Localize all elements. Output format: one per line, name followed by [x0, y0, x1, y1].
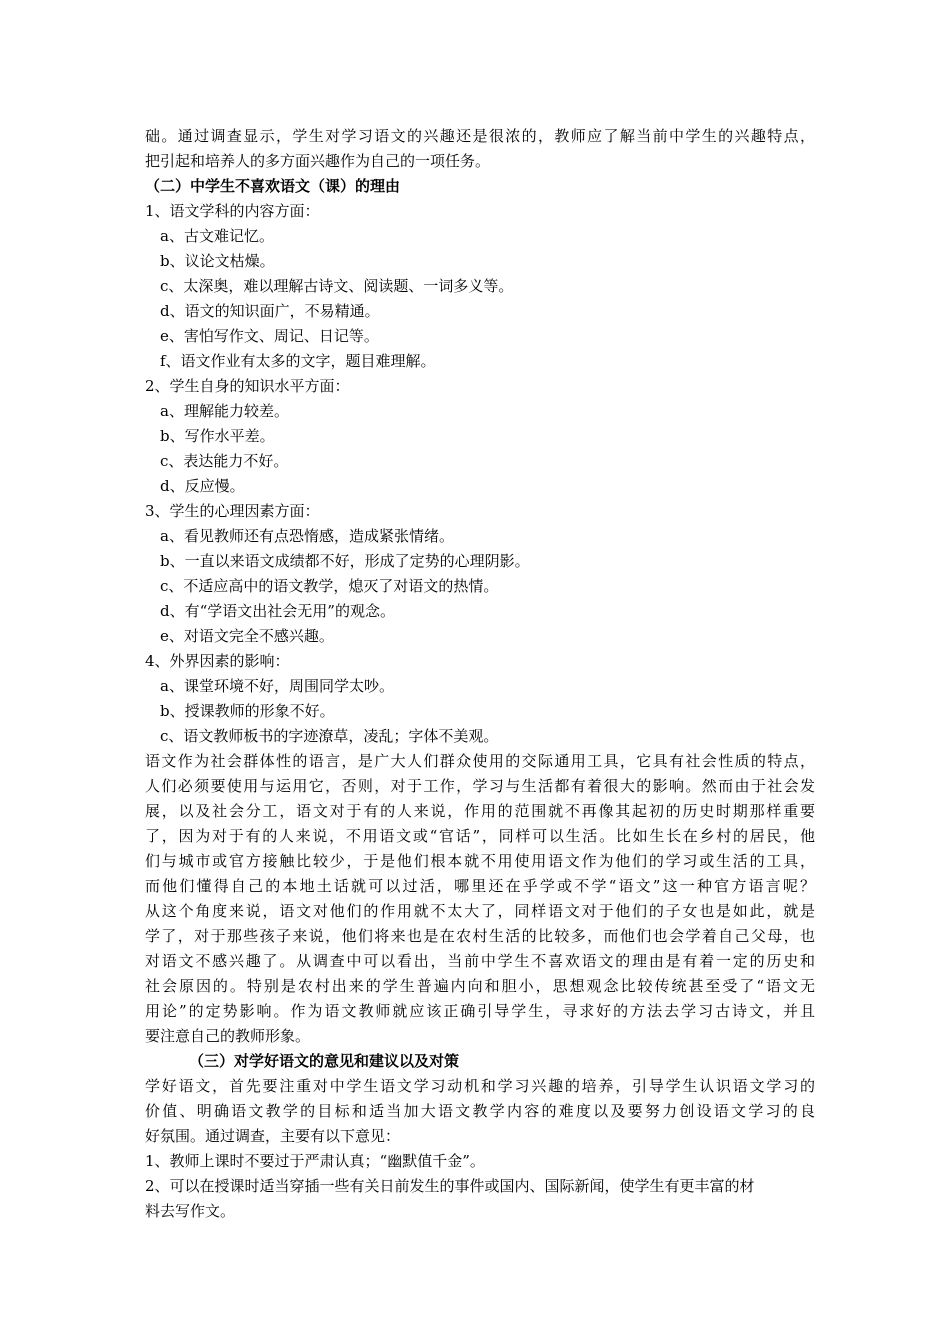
list-item: 2、可以在授课时适当穿插一些有关日前发生的事件或国内、国际新闻，使学生有更丰富的材: [145, 1177, 755, 1195]
list-item: d、有“学语文出社会无用”的观念。: [160, 602, 395, 620]
list-item: b、议论文枯燥。: [160, 252, 275, 270]
suggestion-list: [145, 1149, 815, 1224]
list-item: c、表达能力不好。: [160, 452, 289, 470]
reason-group-3: [145, 499, 815, 649]
list-item: a、看见教师还有点恐惰感，造成紧张情绪。: [160, 527, 454, 545]
list-item: e、对语文完全不感兴趣。: [160, 627, 334, 645]
text-line: 学了，对于那些孩子来说，他们将来也是在农村生活的比较多，而他们也会学着自己父母，也: [145, 927, 815, 945]
list-item: d、反应慢。: [160, 477, 245, 495]
text-line: 而他们懂得自己的本地土话就可以过活，哪里还在乎学或不学“语文”这一种官方语言呢？: [145, 877, 815, 895]
text-line: 础。通过调查显示，学生对学习语文的兴趣还是很浓的，教师应了解当前中学生的兴趣特点，: [145, 127, 815, 145]
text-line: 语文作为社会群体性的语言，是广大人们群众使用的交际通用工具，它具有社会性质的特点，: [145, 752, 815, 770]
list-item: b、授课教师的形象不好。: [160, 702, 335, 720]
list-item: b、写作水平差。: [160, 427, 275, 445]
text-line: 把引起和培养人的多方面兴趣作为自己的一项任务。: [145, 152, 491, 170]
text-line: 人们必须要使用与运用它，否则，对于工作，学习与生活都有着很大的影响。然而由于社会发: [145, 777, 815, 795]
text-line: 对语文不感兴趣了。从调查中可以看出，当前中学生不喜欢语文的理由是有着一定的历史和: [145, 952, 815, 970]
section-heading-3: （三）对学好语文的意见和建议以及对策: [189, 1052, 460, 1070]
text-line: 用论”的定势影响。作为语文教师就应该正确引导学生，寻求好的方法去学习古诗文，并且: [145, 1002, 815, 1020]
section-heading-2: （二）中学生不喜欢语文（课）的理由: [145, 177, 401, 195]
list-item: a、理解能力较差。: [160, 402, 289, 420]
list-item: c、太深奥，难以理解古诗文、阅读题、一词多义等。: [160, 277, 514, 295]
text-line: 学好语文，首先要注重对中学生语文学习动机和学习兴趣的培养，引导学生认识语文学习的: [145, 1077, 815, 1095]
list-item: c、语文教师板书的字迹潦草，凌乱；字体不美观。: [160, 727, 499, 745]
group-title: 3、学生的心理因素方面：: [145, 502, 320, 520]
group-title: 4、外界因素的影响：: [145, 652, 290, 670]
document-page: [145, 124, 815, 1224]
list-item: f、语文作业有太多的文字，题目难理解。: [160, 352, 436, 370]
reason-group-4: [145, 649, 815, 749]
text-line: 价值、明确语文教学的目标和适当加大语文教学内容的难度以及要努力创设语文学习的良: [145, 1102, 815, 1120]
group-title: 2、学生自身的知识水平方面：: [145, 377, 350, 395]
list-item: a、古文难记忆。: [160, 227, 274, 245]
list-item: b、一直以来语文成绩都不好，形成了定势的心理阴影。: [160, 552, 530, 570]
text-line: 好氛围。通过调查，主要有以下意见：: [145, 1127, 401, 1145]
group-title: 1、语文学科的内容方面：: [145, 202, 320, 220]
analysis-paragraph: [145, 749, 815, 1049]
list-item: e、害怕写作文、周记、日记等。: [160, 327, 379, 345]
text-line: 要注意自己的教师形象。: [145, 1027, 311, 1045]
reason-group-1: [145, 199, 815, 374]
list-item: 1、教师上课时不要过于严肃认真；“幽默值千金”。: [145, 1152, 485, 1170]
text-line: 展，以及社会分工，语文对于有的人来说，作用的范围就不再像其起初的历史时期那样重要: [145, 802, 815, 820]
list-item: d、语文的知识面广，不易精通。: [160, 302, 380, 320]
text-line: 社会原因的。特别是农村出来的学生普遍内向和胆小，思想观念比较传统甚至受了“语文无: [145, 977, 815, 995]
list-item: c、不适应高中的语文教学，熄灭了对语文的热情。: [160, 577, 499, 595]
list-item: 料去写作文。: [145, 1202, 236, 1220]
text-line: 了，因为对于有的人来说，不用语文或“官话”，同样可以生活。比如生长在乡村的居民，他: [145, 827, 815, 845]
text-line: 从这个角度来说，语文对他们的作用就不太大了，同样语文对于他们的子女也是如此，就是: [145, 902, 815, 920]
text-line: 们与城市或官方接触比较少，于是他们根本就不用使用语文作为他们的学习或生活的工具，: [145, 852, 815, 870]
suggestion-paragraph: [145, 1074, 815, 1149]
list-item: a、课堂环境不好，周围同学太吵。: [160, 677, 394, 695]
reason-group-2: [145, 374, 815, 499]
intro-paragraph: [145, 124, 815, 174]
